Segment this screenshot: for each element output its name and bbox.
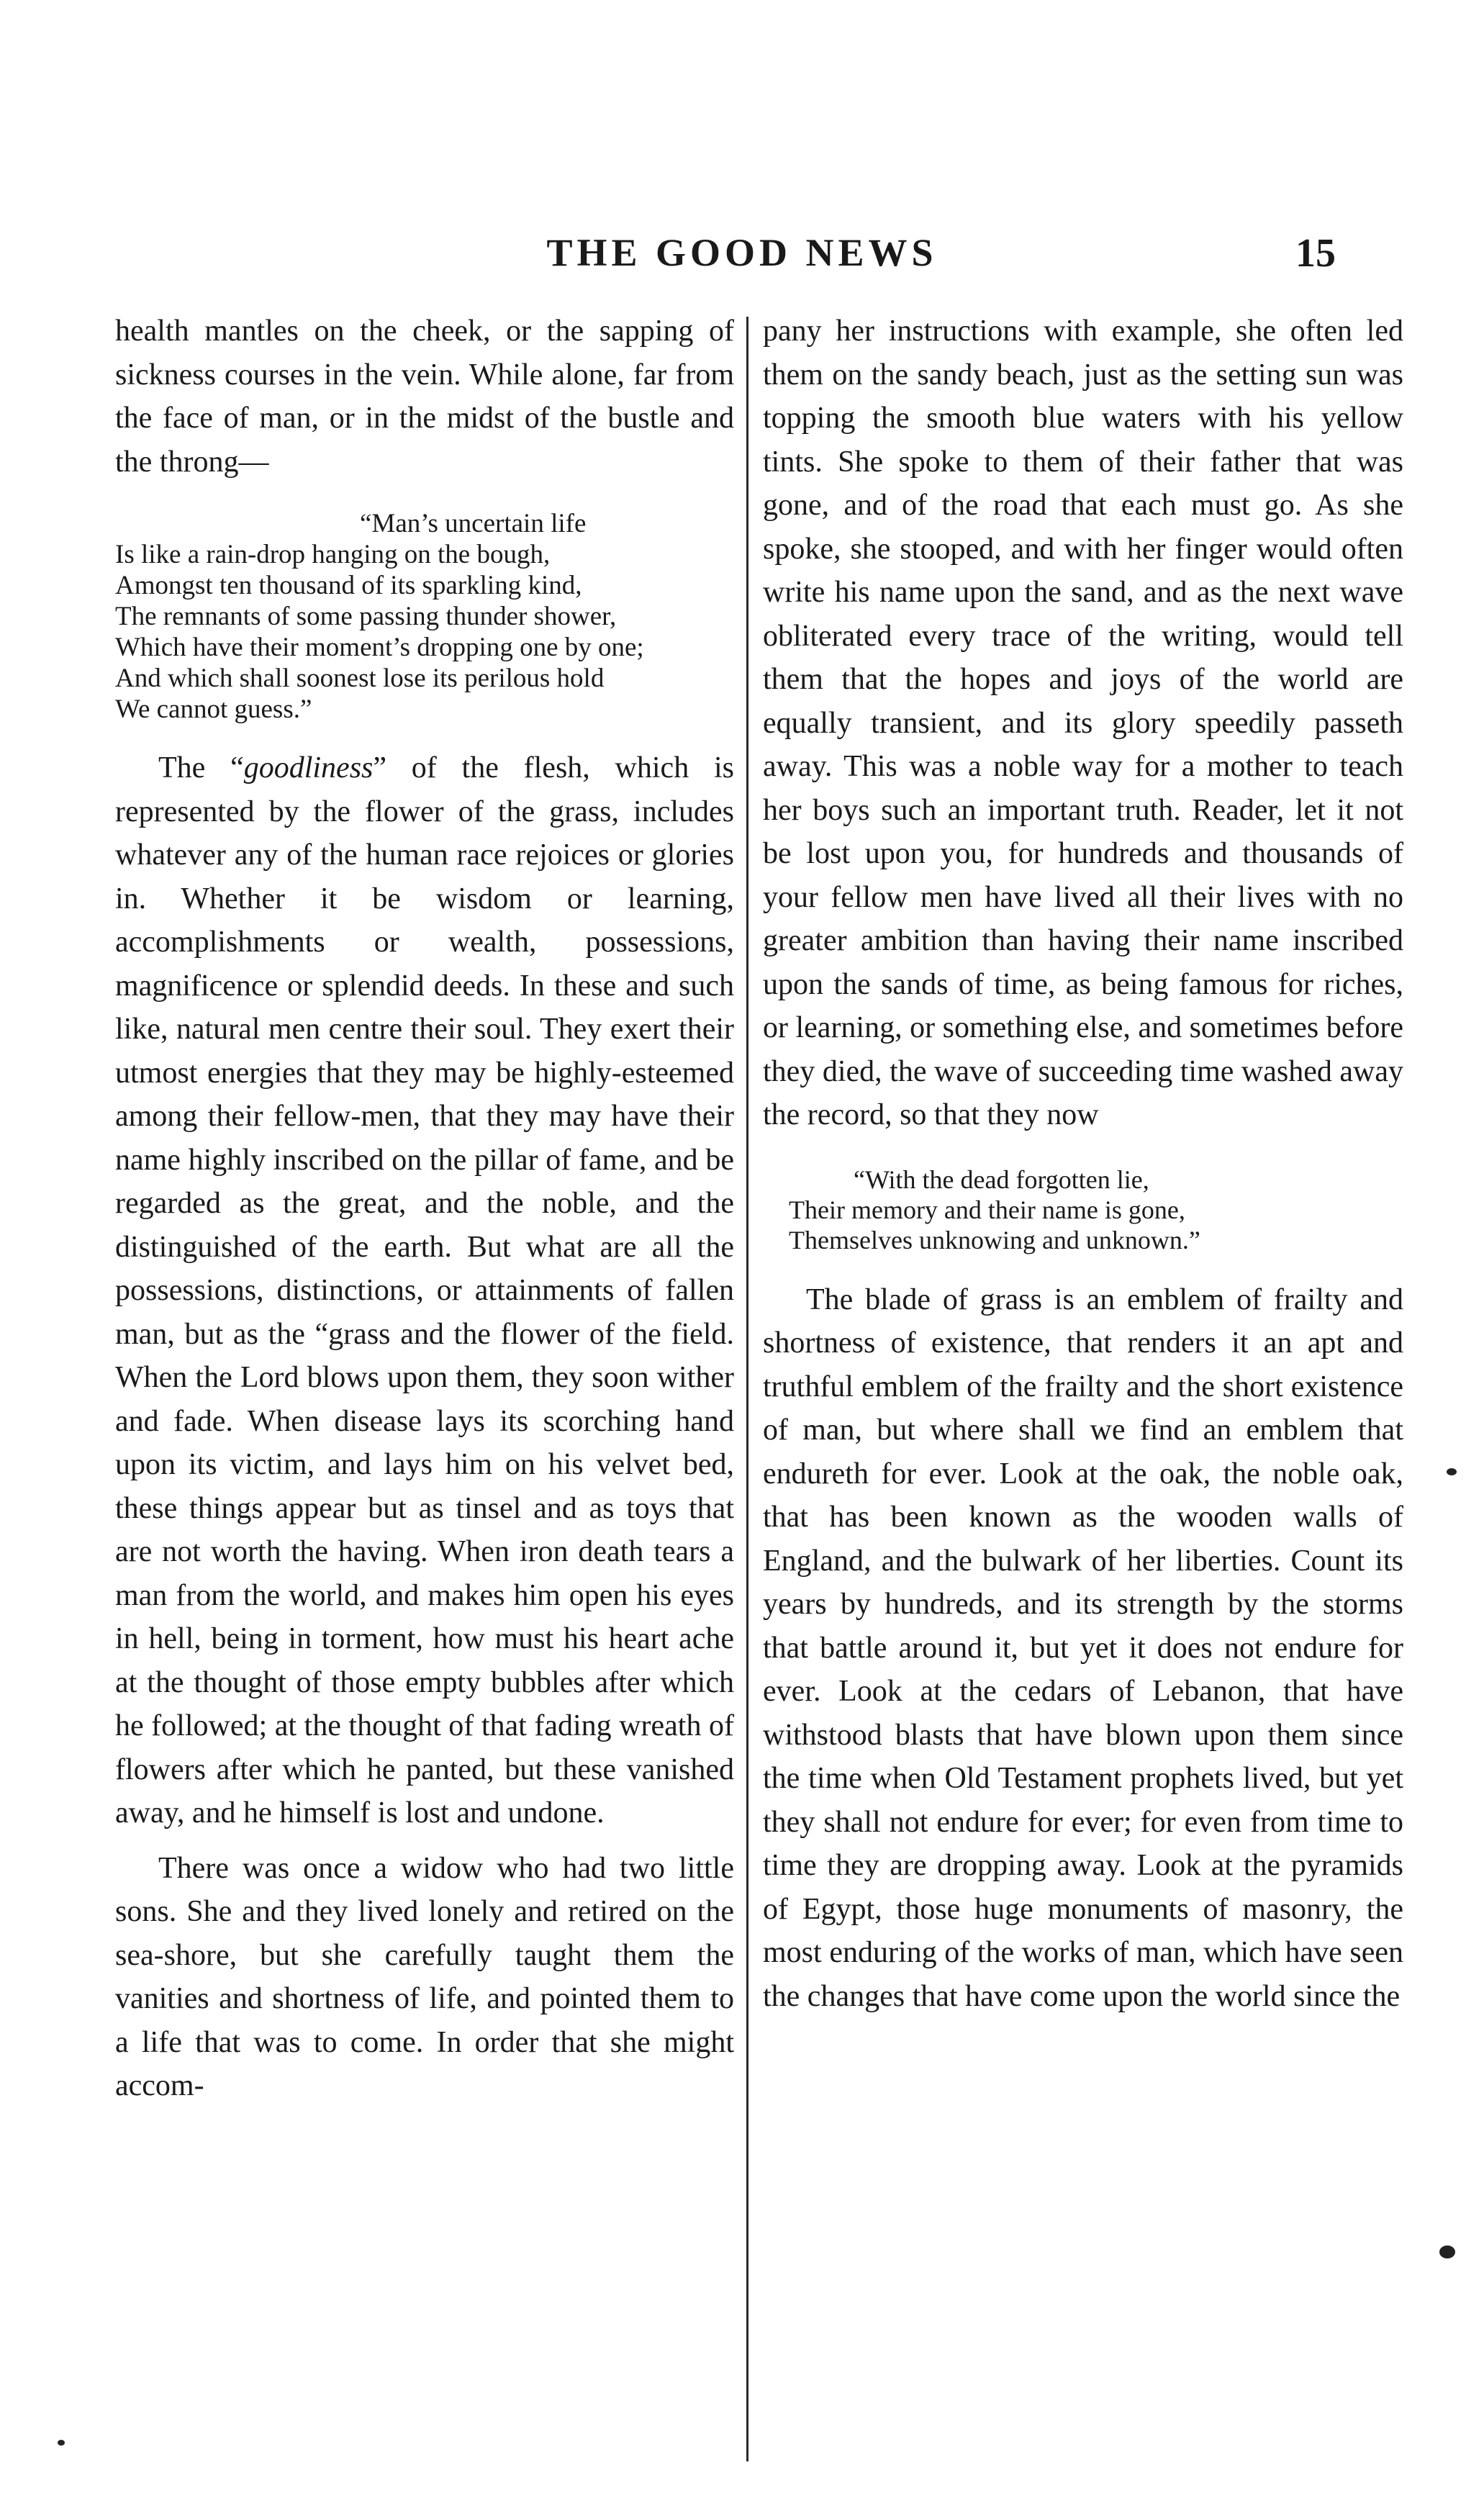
poem-line: The remnants of some passing thunder shower, — [115, 602, 617, 631]
print-speck — [58, 2440, 65, 2446]
poem-line: We cannot guess.” — [115, 695, 312, 724]
poem-line: “With the dead forgotten lie, — [854, 1164, 1149, 1194]
print-speck — [1439, 2246, 1455, 2258]
poem-line: Amongst ten thousand of its sparkling kind, — [115, 571, 582, 600]
italic-word: goodliness — [243, 751, 374, 784]
poem-line: Which have their moment’s dropping one by one; — [115, 633, 644, 662]
left-poem — [115, 508, 734, 725]
poem-line: Themselves unknowing and unknown.” — [789, 1225, 1200, 1254]
right-paragraph-1: pany her instructions with example, she often led them on the sandy beach, just as the setting sun was topping the smooth blue waters with his yellow tints. She spoke to them of their father that was gone, and of the road that each must go. As she spoke, she stooped, and with her finger would often write his name upon the sand, and as the next wave obliterated every trace of the writing, would tell them that the hopes and joys of the world are equally transient, and its glory speedily passeth away. This was a noble way for a mother to teach her boys such an important truth. Reader, let it not be lost upon you, for hundreds and thousands of your fellow men have lived all their lives with no greater ambition than having their name inscribed upon the sands of time, as being famous for riches, or learning, or something else, and sometimes before they died, the wave of succeeding time washed away the record, so that they now — [763, 315, 1403, 1131]
text-run: The “ — [158, 751, 244, 784]
right-poem — [763, 1164, 1403, 1255]
print-speck — [1447, 1468, 1457, 1475]
right-column — [763, 309, 1403, 2018]
right-paragraph-2: The blade of grass is an emblem of frailty and shortness of existence, that renders it an apt and truthful emblem of the frailty and the short existence of man, but where shall we find an emblem that endureth for ever. Look at the oak, the noble oak, that has been known as the wooden walls of England, and the bulwark of her liberties. Count its years by hundreds, and its strength by the storms that battle around it, but yet it does not endure for ever. Look at the cedars of Lebanon, that have withstood blasts that have blown upon them since the time when Old Testament prophets lived, but yet they shall not endure for ever; for even from time to time they are dropping away. Look at the pyramids of Egypt, those huge monuments of masonry, the most enduring of the works of man, which have seen the changes that have come upon the world since the — [763, 1283, 1403, 2013]
left-paragraph-2 — [115, 746, 734, 1835]
poem-line: Their memory and their name is gone, — [789, 1195, 1185, 1224]
text-run: ” of the flesh, which is represented by the flower of the grass, includes whatever any of the human race rejoices or glories in. Whether it be wisdom or learning, accomplishments or wealth, possessions, magnificence or splendid deeds. In these and such like, natural men centre their soul. They exert their utmost energies that they may be highly-esteemed among their fellow-men, that they may have their name highly inscribed on the pillar of fame, and be regarded as the great, and the noble, and the distinguished of the earth. But what are all the possessions, distinctions, or attainments of fallen man, but as the “grass and the flower of the field. When the Lord blows upon them, they soon wither and fade. When disease lays its scorching hand upon its victim, and lays him on his velvet bed, these things appear but as tinsel and as toys that are not worth the having. When iron death tears a man from the world, and makes him open his eyes in hell, being in torment, how must his heart ache at the thought of those empty bubbles after which he followed; at the thought of that fading wreath of flowers after which he panted, but these vanished away, and he himself is lost and undone. — [115, 751, 734, 1830]
poem-line: And which shall soonest lose its perilous hold — [115, 664, 605, 693]
left-paragraph-3: There was once a widow who had two little sons. She and they lived lonely and retired on the sea-shore, but she carefully taught them the vanities and shortness of life, and pointed them to a life that was to come. In order that she might accom- — [115, 1851, 734, 2102]
page-number: 15 — [1295, 231, 1336, 276]
left-column — [115, 309, 734, 2108]
column-rule — [746, 317, 748, 2461]
poem-line: “Man’s uncertain life — [360, 509, 587, 538]
poem-line: Is like a rain-drop hanging on the bough, — [115, 540, 551, 569]
left-paragraph-1: health mantles on the cheek, or the sapping of sickness courses in the vein. While alone, far from the face of man, or in the midst of the bustle and the throng— — [115, 315, 734, 479]
running-title: THE GOOD NEWS — [546, 231, 938, 274]
